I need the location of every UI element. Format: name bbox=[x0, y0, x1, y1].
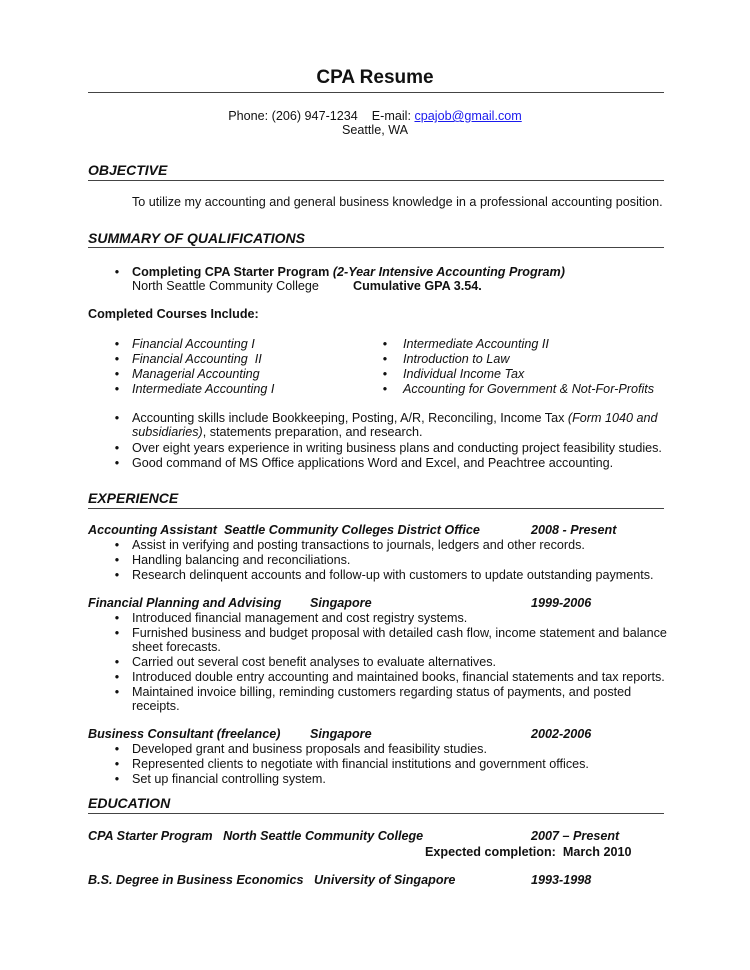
section-heading-experience: EXPERIENCE bbox=[88, 490, 179, 506]
bullet-icon: • bbox=[114, 456, 120, 470]
bullet-icon: • bbox=[114, 367, 120, 381]
skills-form: (Form 1040 and bbox=[567, 411, 658, 425]
objective-divider bbox=[88, 180, 664, 181]
course-item: Financial Accounting I bbox=[132, 337, 255, 351]
job-bullet: Introduced financial management and cost registry systems. bbox=[132, 611, 468, 625]
job-bullet-cont: receipts. bbox=[132, 699, 180, 713]
job-location: Singapore bbox=[310, 596, 372, 610]
job-bullet: Carried out several cost benefit analyses to evaluate alternatives. bbox=[132, 655, 497, 669]
bullet-icon: • bbox=[382, 367, 388, 381]
phone-label: Phone: bbox=[228, 109, 269, 123]
section-heading-education: EDUCATION bbox=[88, 795, 171, 811]
job-title: Financial Planning and Advising bbox=[88, 596, 282, 610]
skills-subsidiaries: subsidiaries) bbox=[132, 425, 203, 439]
education-note: Expected completion: March 2010 bbox=[425, 845, 632, 859]
bullet-icon: • bbox=[114, 538, 120, 552]
college-name: North Seattle Community College bbox=[132, 279, 319, 293]
email-link[interactable]: cpajob@gmail.com bbox=[414, 109, 522, 123]
education-program: CPA Starter Program North Seattle Community College bbox=[88, 829, 424, 843]
section-heading-objective: OBJECTIVE bbox=[88, 162, 168, 178]
program-name: Completing CPA Starter Program bbox=[132, 265, 330, 279]
phone-number: (206) 947-1234 bbox=[271, 109, 358, 123]
bullet-icon: • bbox=[114, 611, 120, 625]
job-bullet: Introduced double entry accounting and maintained books, financial statements and tax reports. bbox=[132, 670, 665, 684]
job-bullet-cont: sheet forecasts. bbox=[132, 640, 221, 654]
bullet-icon: • bbox=[382, 382, 388, 396]
bullet-icon: • bbox=[114, 265, 120, 279]
program-line bbox=[132, 265, 565, 280]
course-item: Intermediate Accounting I bbox=[132, 382, 275, 396]
courses-heading: Completed Courses Include: bbox=[88, 307, 259, 321]
job-bullet: Furnished business and budget proposal with detailed cash flow, income statement and balance bbox=[132, 626, 667, 640]
program-detail: (2-Year Intensive Accounting Program) bbox=[332, 265, 565, 279]
job-bullet: Developed grant and business proposals and feasibility studies. bbox=[132, 742, 487, 756]
bullet-icon: • bbox=[114, 670, 120, 684]
job-location: Singapore bbox=[310, 727, 372, 741]
job-bullet: Represented clients to negotiate with financial institutions and government offices. bbox=[132, 757, 589, 771]
section-heading-summary: SUMMARY OF QUALIFICATIONS bbox=[88, 230, 305, 246]
title-divider bbox=[88, 92, 664, 93]
bullet-icon: • bbox=[382, 337, 388, 351]
contact-line bbox=[0, 109, 750, 124]
course-item: Financial Accounting II bbox=[132, 352, 262, 366]
job-title: Accounting Assistant Seattle Community Colleges District Office bbox=[88, 523, 480, 537]
course-item: Introduction to Law bbox=[403, 352, 510, 366]
bullet-icon: • bbox=[114, 382, 120, 396]
skills-line bbox=[132, 411, 658, 426]
experience-divider bbox=[88, 508, 664, 509]
location: Seattle, WA bbox=[341, 123, 409, 137]
bullet-icon: • bbox=[114, 568, 120, 582]
course-item: Intermediate Accounting II bbox=[403, 337, 549, 351]
bullet-icon: • bbox=[114, 411, 120, 425]
job-bullet: Maintained invoice billing, reminding customers regarding status of payments, and posted bbox=[132, 685, 632, 699]
gpa: Cumulative GPA 3.54. bbox=[353, 279, 482, 293]
education-dates: 1993-1998 bbox=[531, 873, 592, 887]
email-label: E-mail: bbox=[371, 109, 411, 123]
objective-text: To utilize my accounting and general business knowledge in a professional accounting position. bbox=[132, 195, 663, 209]
bullet-icon: • bbox=[114, 441, 120, 455]
job-bullet: Handling balancing and reconciliations. bbox=[132, 553, 351, 567]
job-dates: 1999-2006 bbox=[531, 596, 592, 610]
bullet-icon: • bbox=[114, 352, 120, 366]
skills-text-cont: , statements preparation, and research. bbox=[202, 425, 423, 439]
course-item: Individual Income Tax bbox=[403, 367, 525, 381]
bullet-icon: • bbox=[114, 553, 120, 567]
job-dates: 2002-2006 bbox=[531, 727, 592, 741]
skills-line-2 bbox=[132, 425, 423, 440]
education-dates: 2007 – Present bbox=[531, 829, 620, 843]
job-bullet: Research delinquent accounts and follow-up with customers to update outstanding payments. bbox=[132, 568, 654, 582]
job-bullet: Assist in verifying and posting transactions to journals, ledgers and other records. bbox=[132, 538, 585, 552]
course-item: Accounting for Government & Not-For-Profits bbox=[403, 382, 655, 396]
bullet-icon: • bbox=[114, 757, 120, 771]
education-divider bbox=[88, 813, 664, 814]
office-skills: Good command of MS Office applications Word and Excel, and Peachtree accounting. bbox=[132, 456, 614, 470]
education-program: B.S. Degree in Business Economics University of Singapore bbox=[88, 873, 456, 887]
bullet-icon: • bbox=[114, 742, 120, 756]
bullet-icon: • bbox=[382, 352, 388, 366]
bullet-icon: • bbox=[114, 655, 120, 669]
job-bullet: Set up financial controlling system. bbox=[132, 772, 326, 786]
summary-divider bbox=[88, 247, 664, 248]
resume-title: CPA Resume bbox=[316, 67, 434, 88]
job-dates: 2008 - Present bbox=[531, 523, 617, 537]
course-item: Managerial Accounting bbox=[132, 367, 260, 381]
bullet-icon: • bbox=[114, 626, 120, 640]
bullet-icon: • bbox=[114, 337, 120, 351]
job-title: Business Consultant (freelance) bbox=[88, 727, 281, 741]
skills-text: Accounting skills include Bookkeeping, Posting, A/R, Reconciling, Income Tax bbox=[132, 411, 565, 425]
bullet-icon: • bbox=[114, 772, 120, 786]
bullet-icon: • bbox=[114, 685, 120, 699]
experience-years: Over eight years experience in writing business plans and conducting project feasibility studies. bbox=[132, 441, 662, 455]
